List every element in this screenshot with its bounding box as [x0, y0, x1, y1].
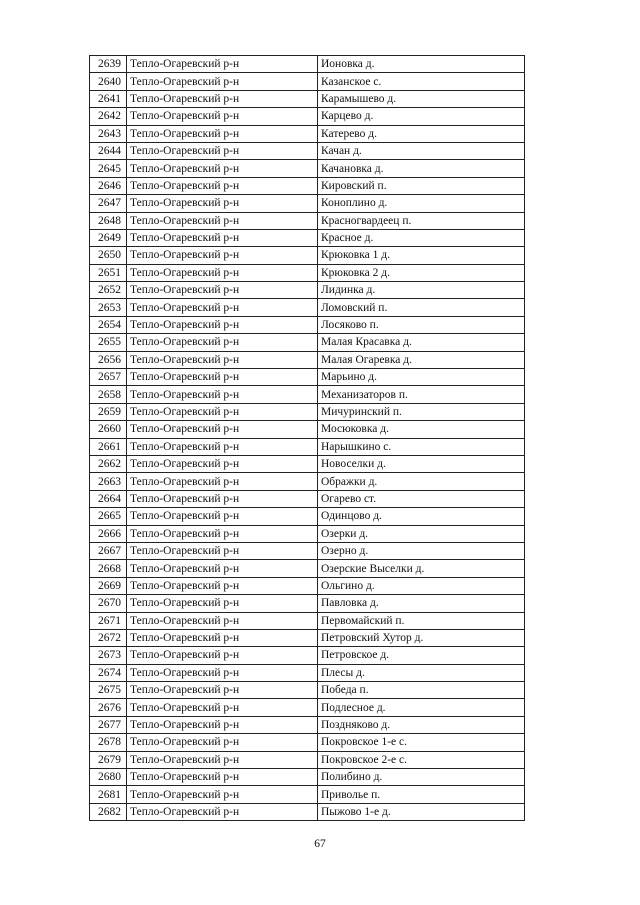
- district-cell: Тепло-Огаревский р-н: [127, 803, 318, 820]
- table-row: [90, 647, 525, 664]
- row-number-cell: 2664: [90, 490, 127, 507]
- locality-cell: Качановка д.: [318, 160, 525, 177]
- district-cell: Тепло-Огаревский р-н: [127, 647, 318, 664]
- locality-cell: Ображки д.: [318, 473, 525, 490]
- locality-cell: Покровское 1-е с.: [318, 734, 525, 751]
- row-number-cell: 2643: [90, 125, 127, 142]
- row-number-cell: 2666: [90, 525, 127, 542]
- settlement-table: [89, 55, 525, 821]
- district-cell: Тепло-Огаревский р-н: [127, 73, 318, 90]
- district-cell: Тепло-Огаревский р-н: [127, 699, 318, 716]
- table-row: [90, 612, 525, 629]
- locality-cell: Новоселки д.: [318, 455, 525, 472]
- table-row: [90, 699, 525, 716]
- row-number-cell: 2668: [90, 560, 127, 577]
- table-row: [90, 90, 525, 107]
- table-row: [90, 682, 525, 699]
- district-cell: Тепло-Огаревский р-н: [127, 751, 318, 768]
- table-row: [90, 56, 525, 73]
- district-cell: Тепло-Огаревский р-н: [127, 769, 318, 786]
- district-cell: Тепло-Огаревский р-н: [127, 403, 318, 420]
- table-row: [90, 386, 525, 403]
- locality-cell: Малая Огаревка д.: [318, 351, 525, 368]
- locality-cell: Озерские Выселки д.: [318, 560, 525, 577]
- locality-cell: Пыжово 1-е д.: [318, 803, 525, 820]
- district-cell: Тепло-Огаревский р-н: [127, 247, 318, 264]
- district-cell: Тепло-Огаревский р-н: [127, 490, 318, 507]
- locality-cell: Полибино д.: [318, 769, 525, 786]
- table-row: [90, 508, 525, 525]
- district-cell: Тепло-Огаревский р-н: [127, 351, 318, 368]
- table-row: [90, 473, 525, 490]
- table-row: [90, 229, 525, 246]
- locality-cell: Озерки д.: [318, 525, 525, 542]
- row-number-cell: 2660: [90, 421, 127, 438]
- row-number-cell: 2644: [90, 142, 127, 159]
- row-number-cell: 2656: [90, 351, 127, 368]
- row-number-cell: 2646: [90, 177, 127, 194]
- district-cell: Тепло-Огаревский р-н: [127, 560, 318, 577]
- locality-cell: Нарышкино с.: [318, 438, 525, 455]
- row-number-cell: 2658: [90, 386, 127, 403]
- district-cell: Тепло-Огаревский р-н: [127, 577, 318, 594]
- table-row: [90, 438, 525, 455]
- table-row: [90, 142, 525, 159]
- row-number-cell: 2655: [90, 334, 127, 351]
- district-cell: Тепло-Огаревский р-н: [127, 525, 318, 542]
- district-cell: Тепло-Огаревский р-н: [127, 177, 318, 194]
- locality-cell: Ольгино д.: [318, 577, 525, 594]
- district-cell: Тепло-Огаревский р-н: [127, 734, 318, 751]
- table-row: [90, 769, 525, 786]
- table-row: [90, 525, 525, 542]
- table-row: [90, 560, 525, 577]
- table-row: [90, 108, 525, 125]
- locality-cell: Подлесное д.: [318, 699, 525, 716]
- district-cell: Тепло-Огаревский р-н: [127, 264, 318, 281]
- district-cell: Тепло-Огаревский р-н: [127, 612, 318, 629]
- locality-cell: Плесы д.: [318, 664, 525, 681]
- district-cell: Тепло-Огаревский р-н: [127, 282, 318, 299]
- table-row: [90, 177, 525, 194]
- district-cell: Тепло-Огаревский р-н: [127, 334, 318, 351]
- table-row: [90, 455, 525, 472]
- district-cell: Тепло-Огаревский р-н: [127, 542, 318, 559]
- district-cell: Тепло-Огаревский р-н: [127, 212, 318, 229]
- locality-cell: Ломовский п.: [318, 299, 525, 316]
- row-number-cell: 2647: [90, 195, 127, 212]
- district-cell: Тепло-Огаревский р-н: [127, 299, 318, 316]
- row-number-cell: 2667: [90, 542, 127, 559]
- locality-cell: Кировский п.: [318, 177, 525, 194]
- row-number-cell: 2662: [90, 455, 127, 472]
- table-row: [90, 264, 525, 281]
- table-row: [90, 403, 525, 420]
- table-row: [90, 351, 525, 368]
- district-cell: Тепло-Огаревский р-н: [127, 629, 318, 646]
- locality-cell: Карамышево д.: [318, 90, 525, 107]
- row-number-cell: 2649: [90, 229, 127, 246]
- row-number-cell: 2652: [90, 282, 127, 299]
- locality-cell: Огарево ст.: [318, 490, 525, 507]
- row-number-cell: 2677: [90, 716, 127, 733]
- district-cell: Тепло-Огаревский р-н: [127, 142, 318, 159]
- table-row: [90, 664, 525, 681]
- row-number-cell: 2679: [90, 751, 127, 768]
- row-number-cell: 2678: [90, 734, 127, 751]
- locality-cell: Лосяково п.: [318, 316, 525, 333]
- row-number-cell: 2672: [90, 629, 127, 646]
- district-cell: Тепло-Огаревский р-н: [127, 160, 318, 177]
- locality-cell: Ионовка д.: [318, 56, 525, 73]
- locality-cell: Марьино д.: [318, 369, 525, 386]
- district-cell: Тепло-Огаревский р-н: [127, 473, 318, 490]
- row-number-cell: 2680: [90, 769, 127, 786]
- row-number-cell: 2654: [90, 316, 127, 333]
- locality-cell: Поздняково д.: [318, 716, 525, 733]
- locality-cell: Петровское д.: [318, 647, 525, 664]
- locality-cell: Покровское 2-е с.: [318, 751, 525, 768]
- row-number-cell: 2682: [90, 803, 127, 820]
- locality-cell: Механизаторов п.: [318, 386, 525, 403]
- locality-cell: Казанское с.: [318, 73, 525, 90]
- locality-cell: Мичуринский п.: [318, 403, 525, 420]
- row-number-cell: 2659: [90, 403, 127, 420]
- locality-cell: Мосюковка д.: [318, 421, 525, 438]
- table-row: [90, 316, 525, 333]
- district-cell: Тепло-Огаревский р-н: [127, 386, 318, 403]
- page-number: 67: [314, 838, 326, 850]
- table-row: [90, 247, 525, 264]
- table-row: [90, 160, 525, 177]
- table-row: [90, 577, 525, 594]
- settlement-table-body: [90, 56, 525, 821]
- table-row: [90, 734, 525, 751]
- district-cell: Тепло-Огаревский р-н: [127, 664, 318, 681]
- row-number-cell: 2657: [90, 369, 127, 386]
- locality-cell: Карцево д.: [318, 108, 525, 125]
- locality-cell: Приволье п.: [318, 786, 525, 803]
- district-cell: Тепло-Огаревский р-н: [127, 56, 318, 73]
- district-cell: Тепло-Огаревский р-н: [127, 786, 318, 803]
- district-cell: Тепло-Огаревский р-н: [127, 316, 318, 333]
- locality-cell: Лидинка д.: [318, 282, 525, 299]
- row-number-cell: 2671: [90, 612, 127, 629]
- district-cell: Тепло-Огаревский р-н: [127, 421, 318, 438]
- locality-cell: Красное д.: [318, 229, 525, 246]
- district-cell: Тепло-Огаревский р-н: [127, 108, 318, 125]
- row-number-cell: 2639: [90, 56, 127, 73]
- row-number-cell: 2670: [90, 595, 127, 612]
- table-row: [90, 751, 525, 768]
- row-number-cell: 2681: [90, 786, 127, 803]
- table-row: [90, 490, 525, 507]
- locality-cell: Петровский Хутор д.: [318, 629, 525, 646]
- table-row: [90, 369, 525, 386]
- table-row: [90, 212, 525, 229]
- district-cell: Тепло-Огаревский р-н: [127, 455, 318, 472]
- district-cell: Тепло-Огаревский р-н: [127, 508, 318, 525]
- district-cell: Тепло-Огаревский р-н: [127, 595, 318, 612]
- row-number-cell: 2665: [90, 508, 127, 525]
- locality-cell: Крюковка 2 д.: [318, 264, 525, 281]
- row-number-cell: 2641: [90, 90, 127, 107]
- row-number-cell: 2661: [90, 438, 127, 455]
- district-cell: Тепло-Огаревский р-н: [127, 438, 318, 455]
- row-number-cell: 2673: [90, 647, 127, 664]
- table-row: [90, 595, 525, 612]
- district-cell: Тепло-Огаревский р-н: [127, 229, 318, 246]
- table-row: [90, 125, 525, 142]
- table-row: [90, 542, 525, 559]
- locality-cell: Качан д.: [318, 142, 525, 159]
- locality-cell: Первомайский п.: [318, 612, 525, 629]
- row-number-cell: 2669: [90, 577, 127, 594]
- locality-cell: Победа п.: [318, 682, 525, 699]
- table-row: [90, 73, 525, 90]
- table-row: [90, 195, 525, 212]
- locality-cell: Озерно д.: [318, 542, 525, 559]
- table-row: [90, 803, 525, 820]
- district-cell: Тепло-Огаревский р-н: [127, 682, 318, 699]
- row-number-cell: 2640: [90, 73, 127, 90]
- row-number-cell: 2676: [90, 699, 127, 716]
- district-cell: Тепло-Огаревский р-н: [127, 195, 318, 212]
- locality-cell: Крюковка 1 д.: [318, 247, 525, 264]
- table-row: [90, 282, 525, 299]
- row-number-cell: 2653: [90, 299, 127, 316]
- table-row: [90, 299, 525, 316]
- district-cell: Тепло-Огаревский р-н: [127, 369, 318, 386]
- table-row: [90, 716, 525, 733]
- row-number-cell: 2651: [90, 264, 127, 281]
- row-number-cell: 2650: [90, 247, 127, 264]
- row-number-cell: 2645: [90, 160, 127, 177]
- table-row: [90, 334, 525, 351]
- row-number-cell: 2642: [90, 108, 127, 125]
- table-row: [90, 421, 525, 438]
- locality-cell: Малая Красавка д.: [318, 334, 525, 351]
- locality-cell: Красногвардеец п.: [318, 212, 525, 229]
- district-cell: Тепло-Огаревский р-н: [127, 716, 318, 733]
- row-number-cell: 2648: [90, 212, 127, 229]
- table-row: [90, 629, 525, 646]
- district-cell: Тепло-Огаревский р-н: [127, 90, 318, 107]
- locality-cell: Катерево д.: [318, 125, 525, 142]
- district-cell: Тепло-Огаревский р-н: [127, 125, 318, 142]
- locality-cell: Павловка д.: [318, 595, 525, 612]
- locality-cell: Коноплино д.: [318, 195, 525, 212]
- locality-cell: Одинцово д.: [318, 508, 525, 525]
- row-number-cell: 2663: [90, 473, 127, 490]
- row-number-cell: 2674: [90, 664, 127, 681]
- row-number-cell: 2675: [90, 682, 127, 699]
- table-row: [90, 786, 525, 803]
